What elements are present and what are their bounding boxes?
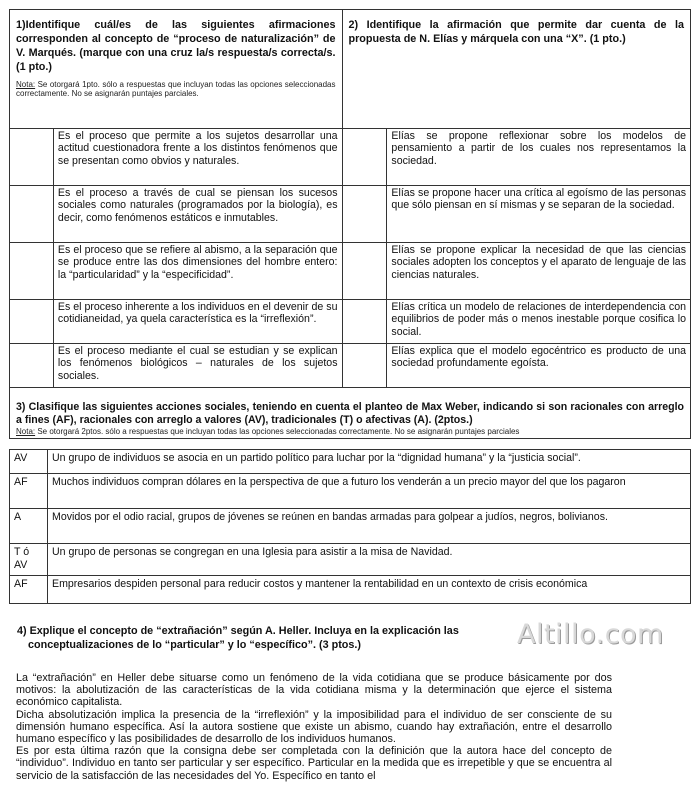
note-text: Se otorgará 1pto. sólo a respuestas que incluyan todas las opciones seleccionadas correctamente. No se asignarán puntajes parciales. (16, 80, 336, 98)
section2-checkbox-cell[interactable] (342, 344, 387, 388)
section2-checkbox-cell[interactable] (342, 186, 387, 243)
section1-checkbox-cell[interactable] (10, 300, 54, 344)
section1-checkbox-cell[interactable] (10, 344, 54, 388)
classification-code: A (10, 509, 48, 544)
section2-option: Elías se propone reflexionar sobre los modelos de pensamiento a partir de los cuales nos representamos la sociedad. (387, 129, 691, 186)
section3-header (9, 388, 691, 439)
answer-paragraph: La “extrañación” en Heller debe situarse como un fenómeno de la vida cotidiana que se produce básicamente por dos motivos: la abolutización de las características de la vida cotidiana misma y la determinación que ejerce el sistema económico capitalista. (16, 672, 612, 709)
exam-page (9, 9, 691, 782)
section1-checkbox-cell[interactable] (10, 129, 54, 186)
section3-note (16, 427, 684, 436)
classification-code: T ó AV (10, 544, 48, 576)
section2-option: Elías se propone explicar la necesidad de que las ciencias sociales adopten los conceptos y el aparato de lenguaje de las ciencias naturales. (387, 243, 691, 300)
social-action-text: Un grupo de individuos se asocia en un partido político para luchar por la “dignidad humana” y la “justicia social”. (48, 450, 691, 474)
section1-option: Es el proceso que se refiere al abismo, a la separación que se produce entre las dos dimensiones del hombre entero: la “particularidad” y la “especificidad”. (53, 243, 342, 300)
section2-header-cell (342, 10, 691, 129)
section3-question: 3) Clasifique las siguientes acciones sociales, teniendo en cuenta el planteo de Max Weber, indicando si son racionales con arreglo a fines (AF), racionales con arreglo a valores (AV), tradicionales (T) o afectivas (A). (2ptos.) (16, 401, 684, 426)
section4-question-line1: 4) Explique el concepto de “extrañación” según A. Heller. Incluya en la explicación las (17, 625, 459, 637)
section3-table (9, 449, 691, 604)
section4-question-line2: conceptualizaciones de lo “particular” y lo “específico”. (3 ptos.) (28, 639, 361, 651)
section1-question: 1)Identifique cuál/es de las siguientes afirmaciones corresponden al concepto de “proceso de naturalización” de V. Marqués. (marque con una cruz la/s respuesta/s correcta/s. (1 pto.) (16, 19, 336, 73)
answer-paragraph: Dicha absolutización implica la presencia de la “irreflexión” y la imposibilidad para el individuo de ser consciente de su dimensión humano específica. Así la autora sostiene que existe un abismo, cuando hay extrañación, entre el desarrollo humano específico y las posibilidades de desarrollo de los individuos humanos. (16, 708, 612, 746)
section2-checkbox-cell[interactable] (342, 129, 387, 186)
section1-option: Es el proceso mediante el cual se estudian y se explican los fenómenos biológicos – naturales de los sujetos sociales. (53, 344, 342, 388)
section4-answer (9, 672, 612, 782)
classification-code: AV (10, 450, 48, 474)
section1-note (16, 80, 336, 98)
section1-option: Es el proceso inherente a los individuos en el devenir de su cotidianeidad, ya quela característica es la “irreflexión”. (53, 300, 342, 344)
social-action-text: Un grupo de personas se congregan en una Iglesia para asistir a la misa de Navidad. (48, 544, 691, 576)
section2-option: Elías explica que el modelo egocéntrico es producto de una sociedad profundamente egoísta. (387, 344, 691, 388)
section1-checkbox-cell[interactable] (10, 243, 54, 300)
section1-option: Es el proceso que permite a los sujetos desarrollar una actitud cuestionadora frente a los distintos fenómenos que se presentan como obvios y naturales. (53, 129, 342, 186)
answer-paragraph: Es por esta última razón que la consigna debe ser completada con la definición que la autora hace del concepto de “individuo”. Individuo en tanto ser particular y ser específico. Particular en la medida que es irrepetible y que se encuentra al servicio de la satisfacción de las necesidades del Yo. Específico en tanto el (16, 745, 612, 782)
classification-code: AF (10, 474, 48, 509)
section2-question: 2) Identifique la afirmación que permite dar cuenta de la propuesta de N. Elías y márquela con una “X”. (1 pto.) (348, 19, 684, 45)
note-text: Se otorgará 2ptos. sólo a respuestas que incluyan todas las opciones seleccionadas correctamente. No se asignarán puntajes parciales (35, 427, 520, 436)
section2-option: Elías se propone hacer una crítica al egoísmo de las personas que sólo piensan en sí mismas y se separan de la sociedad. (387, 186, 691, 243)
section2-checkbox-cell[interactable] (342, 300, 387, 344)
social-action-text: Movidos por el odio racial, grupos de jóvenes se reúnen en bandas armadas para golpear a judíos, negros, bolivianos. (48, 509, 691, 544)
classification-code: AF (10, 576, 48, 604)
section2-option: Elías crítica un modelo de relaciones de interdependencia con equilibrios de poder más o menos inestable porque cosifica lo social. (387, 300, 691, 344)
social-action-text: Muchos individuos compran dólares en la perspectiva de que a futuro los venderán a un precio mayor del que los pagaron (48, 474, 691, 509)
section1-header-cell (10, 10, 343, 129)
section1-option: Es el proceso a través de cual se piensan los sucesos sociales como naturales (programados por la biología), es decir, como fenómenos estáticos e inmutables. (53, 186, 342, 243)
social-action-text: Empresarios despiden personal para reducir costos y mantener la rentabilidad en un contexto de crisis económica (48, 576, 691, 604)
note-label: Nota: (16, 427, 36, 436)
note-label: Nota: (16, 80, 36, 89)
altillo-watermark-logo: Altillo.com (517, 619, 664, 650)
section2-checkbox-cell[interactable] (342, 243, 387, 300)
section1-checkbox-cell[interactable] (10, 186, 54, 243)
sections-1-2-table (9, 9, 691, 388)
